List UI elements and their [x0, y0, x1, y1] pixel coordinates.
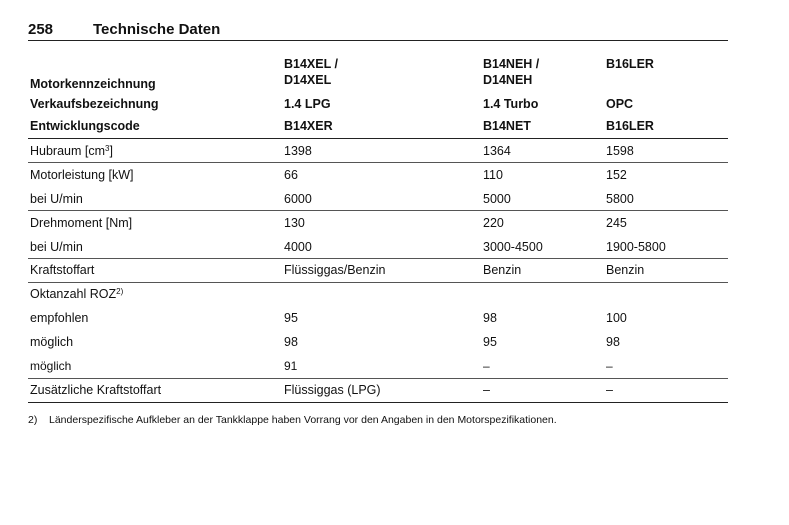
- table-row: [28, 258, 728, 282]
- row-value: 4000: [284, 239, 312, 254]
- header-label-entwicklungscode: Entwicklungscode: [30, 119, 140, 133]
- row-value: 5000: [483, 191, 511, 206]
- header-line: D14XEL: [284, 73, 332, 87]
- header-value: B16LER: [606, 119, 654, 133]
- row-label: möglich: [30, 359, 72, 374]
- table-row: [28, 139, 728, 163]
- footnote-text: Länderspezifische Aufkleber an der Tankklappe haben Vorrang vor den Angaben in den Motorspezifikationen.: [49, 414, 557, 426]
- row-value: –: [606, 359, 613, 374]
- table-row: [28, 330, 728, 354]
- page-number: 258: [28, 21, 54, 38]
- row-value: 220: [483, 215, 504, 230]
- row-value: –: [483, 359, 490, 374]
- label-text: Oktanzahl ROZ: [30, 287, 117, 302]
- table-row: [28, 282, 728, 306]
- row-value: Benzin: [483, 263, 522, 278]
- table-row: [28, 235, 728, 259]
- header-value: B16LER: [606, 57, 654, 71]
- header-value: 1.4 LPG: [284, 97, 331, 111]
- footnote-mark: 2): [28, 414, 38, 426]
- footnote-ref: 2): [116, 287, 124, 297]
- row-value: –: [606, 382, 613, 397]
- page-header: [28, 20, 728, 41]
- row-value: Benzin: [606, 263, 645, 278]
- section-title: Technische Daten: [93, 21, 221, 38]
- row-label: Motorleistung [kW]: [30, 167, 134, 182]
- table-row: [28, 211, 728, 235]
- row-value: 100: [606, 311, 627, 326]
- row-label: bei U/min: [30, 191, 83, 206]
- header-label-motorkennzeichnung: Motorkennzeichnung: [30, 77, 156, 91]
- row-value: 1598: [606, 144, 634, 158]
- table-row: [28, 354, 728, 378]
- table-header: [28, 54, 728, 138]
- row-label: Drehmoment [Nm]: [30, 215, 133, 230]
- table-bottom-rule: [28, 402, 728, 403]
- table-row: [28, 187, 728, 211]
- row-value: 245: [606, 215, 627, 230]
- row-label: [30, 143, 113, 159]
- row-value: 98: [606, 335, 620, 350]
- header-line: D14NEH: [483, 73, 533, 87]
- row-value: 98: [284, 335, 298, 350]
- table-row: [28, 378, 728, 402]
- row-value: 1900-5800: [606, 239, 666, 254]
- row-label: Zusätzliche Kraftstoffart: [30, 382, 162, 397]
- row-label: empfohlen: [30, 311, 89, 326]
- header-value: [284, 56, 338, 88]
- row-value: 5800: [606, 191, 634, 206]
- row-value: 66: [284, 167, 298, 182]
- row-value: 130: [284, 215, 305, 230]
- header-value: 1.4 Turbo: [483, 97, 539, 111]
- row-divider: [28, 378, 728, 379]
- header-line: B14NEH /: [483, 57, 540, 71]
- row-divider: [28, 282, 728, 283]
- header-value: [483, 56, 539, 88]
- row-value: 152: [606, 167, 627, 182]
- row-label: bei U/min: [30, 239, 83, 254]
- row-value: 95: [284, 311, 298, 326]
- label-superscript: 3: [105, 144, 110, 153]
- row-value: 98: [483, 311, 497, 326]
- row-divider: [28, 258, 728, 259]
- row-value: 91: [284, 359, 298, 374]
- row-value: 6000: [284, 191, 312, 206]
- label-suffix: ]: [109, 144, 113, 158]
- header-value: B14XER: [284, 119, 333, 133]
- header-line: B14XEL /: [284, 57, 338, 71]
- row-divider: [28, 210, 728, 211]
- spec-table-body: [28, 139, 728, 402]
- table-row: [28, 163, 728, 187]
- row-value: 110: [483, 167, 503, 182]
- header-label-verkaufsbezeichnung: Verkaufsbezeichnung: [30, 97, 159, 111]
- header-value: OPC: [606, 97, 634, 111]
- row-label: möglich: [30, 335, 74, 350]
- header-value: B14NET: [483, 119, 531, 133]
- row-value: 1398: [284, 144, 312, 158]
- row-divider: [28, 162, 728, 163]
- row-value: Flüssiggas/Benzin: [284, 263, 386, 278]
- label-text: Hubraum [cm: [30, 144, 106, 158]
- row-value: 95: [483, 335, 497, 350]
- row-value: 1364: [483, 144, 511, 158]
- row-label: [30, 286, 123, 302]
- row-value: –: [483, 382, 490, 397]
- table-row: [28, 306, 728, 330]
- row-value: Flüssiggas (LPG): [284, 382, 381, 397]
- row-label: Kraftstoffart: [30, 263, 95, 278]
- row-value: 3000-4500: [483, 239, 543, 254]
